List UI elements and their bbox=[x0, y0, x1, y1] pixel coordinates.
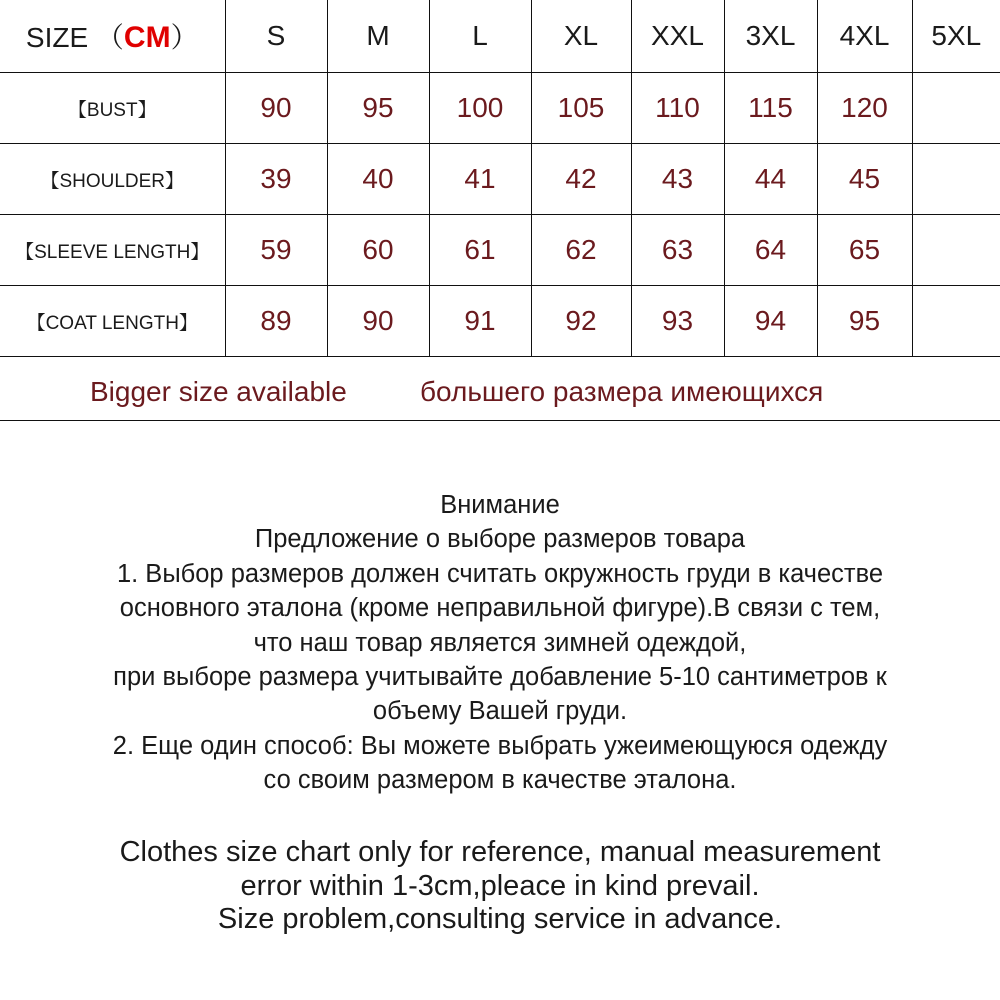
table-cell: 44 bbox=[724, 144, 817, 215]
table-cell bbox=[912, 73, 1000, 144]
unit-label: CM bbox=[123, 21, 171, 54]
table-cell: 64 bbox=[724, 215, 817, 286]
table-cell: 42 bbox=[531, 144, 631, 215]
table-cell: 92 bbox=[531, 286, 631, 357]
table-cell: 105 bbox=[531, 73, 631, 144]
bust-row bbox=[0, 73, 1000, 144]
sizing-notice bbox=[0, 488, 1000, 798]
notice-title: Внимание bbox=[440, 491, 560, 519]
table-cell: 63 bbox=[631, 215, 724, 286]
table-cell bbox=[912, 286, 1000, 357]
table-cell: 45 bbox=[817, 144, 912, 215]
notice-line: 1. Выбор размеров должен считать окружность груди в качестве bbox=[116, 559, 884, 588]
measurement-disclaimer bbox=[0, 836, 1000, 937]
table-cell: 62 bbox=[531, 215, 631, 286]
notice-line: со своим размером в качестве эталона. bbox=[263, 766, 737, 795]
table-cell: 94 bbox=[724, 286, 817, 357]
table-cell: 95 bbox=[817, 286, 912, 357]
table-cell bbox=[912, 144, 1000, 215]
row-label-sleeve-length: 【SLEEVE LENGTH】 bbox=[0, 215, 225, 286]
size-col-xxl: XXL bbox=[631, 0, 724, 73]
bigger-size-english: Bigger size available bbox=[90, 376, 347, 407]
notice-line: Предложение о выборе размеров товара bbox=[254, 525, 746, 554]
notice-line: 2. Еще один способ: Вы можете выбрать ужеимеющуюся одежду bbox=[112, 731, 888, 760]
table-cell: 59 bbox=[225, 215, 327, 286]
bigger-size-russian: большего размера имеющихся bbox=[420, 376, 824, 407]
size-col-3xl: 3XL bbox=[724, 0, 817, 73]
table-cell: 110 bbox=[631, 73, 724, 144]
table-cell: 95 bbox=[327, 73, 429, 144]
sleeve-length-row bbox=[0, 215, 1000, 286]
size-unit-header bbox=[0, 0, 225, 73]
table-cell: 120 bbox=[817, 73, 912, 144]
table-cell: 115 bbox=[724, 73, 817, 144]
table-cell: 41 bbox=[429, 144, 531, 215]
size-label: SIZE bbox=[25, 22, 89, 53]
shoulder-row bbox=[0, 144, 1000, 215]
table-cell: 100 bbox=[429, 73, 531, 144]
size-header-row bbox=[0, 0, 1000, 73]
row-label-coat-length: 【COAT LENGTH】 bbox=[0, 286, 225, 357]
notice-line: что наш товар является зимней одеждой, bbox=[253, 628, 747, 657]
disclaimer-line: Size problem,consulting service in advance. bbox=[217, 903, 783, 935]
table-cell: 89 bbox=[225, 286, 327, 357]
table-cell: 90 bbox=[327, 286, 429, 357]
table-cell: 61 bbox=[429, 215, 531, 286]
size-col-5xl: 5XL bbox=[912, 0, 1000, 73]
disclaimer-line: error within 1-3cm,pleace in kind prevail. bbox=[240, 869, 760, 902]
notice-line: объему Вашей груди. bbox=[372, 697, 628, 726]
unit-close-paren: ） bbox=[170, 22, 199, 53]
table-cell: 90 bbox=[225, 73, 327, 144]
size-col-l: L bbox=[429, 0, 531, 73]
table-cell: 93 bbox=[631, 286, 724, 357]
table-cell bbox=[912, 215, 1000, 286]
disclaimer-line: Clothes size chart only for reference, manual measurement bbox=[119, 836, 881, 868]
row-label-bust: 【BUST】 bbox=[0, 73, 225, 144]
size-col-m: M bbox=[327, 0, 429, 73]
table-cell: 65 bbox=[817, 215, 912, 286]
notice-line: при выборе размера учитывайте добавление 5-10 сантиметров к bbox=[113, 663, 887, 692]
size-col-xl: XL bbox=[531, 0, 631, 73]
unit-open-paren: （ bbox=[95, 22, 124, 53]
table-cell: 39 bbox=[225, 144, 327, 215]
table-cell: 91 bbox=[429, 286, 531, 357]
table-cell: 40 bbox=[327, 144, 429, 215]
coat-length-row bbox=[0, 286, 1000, 357]
notice-line: основного эталона (кроме неправильной фигуре).В связи с тем, bbox=[119, 594, 881, 623]
table-cell: 43 bbox=[631, 144, 724, 215]
size-col-4xl: 4XL bbox=[817, 0, 912, 73]
table-cell: 60 bbox=[327, 215, 429, 286]
size-chart-table bbox=[0, 0, 1000, 357]
bigger-size-row bbox=[0, 356, 1000, 421]
row-label-shoulder: 【SHOULDER】 bbox=[0, 144, 225, 215]
size-col-s: S bbox=[225, 0, 327, 73]
